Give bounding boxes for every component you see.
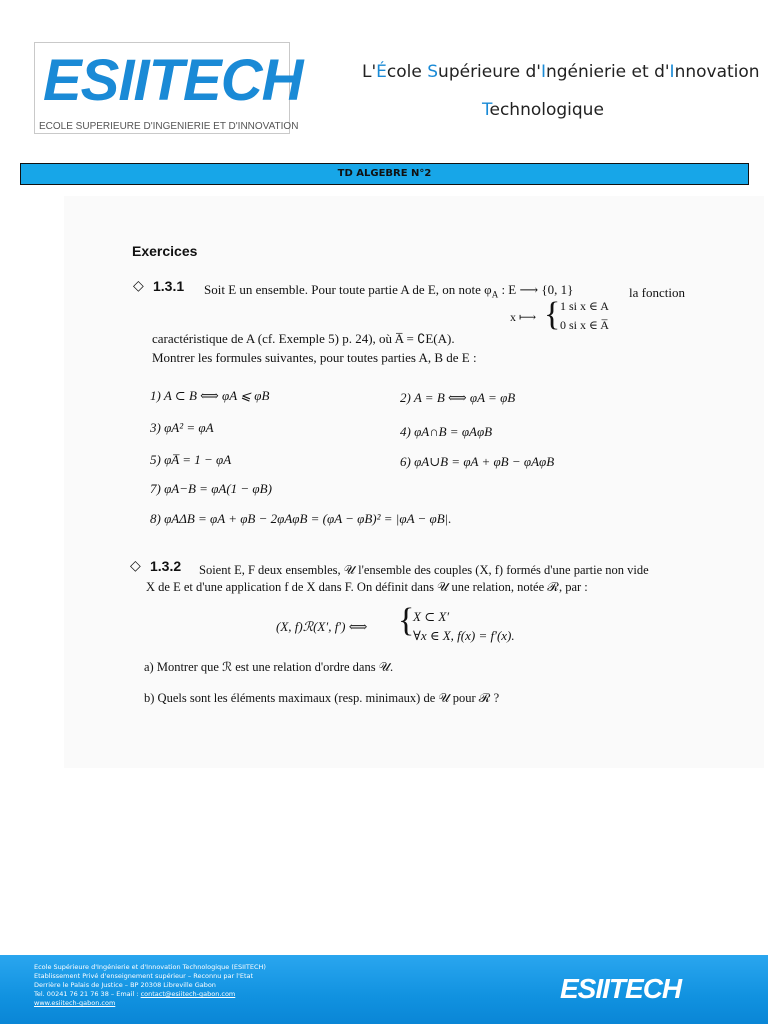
page-footer [0,955,768,1024]
website-link[interactable]: www.esiitech-gabon.com [34,999,116,1007]
case-value-1: 1 si x ∈ A [560,299,609,313]
relation-lhs: (X, f)ℛ(X′, f′) ⟺ [276,619,368,634]
formula-2: 2) A = B ⟺ φA = φB [400,390,516,405]
exercise-line2: caractéristique de A (cf. Exemple 5) p. 24), où A̅ = ∁E(A). [152,331,455,346]
exercise-number: 1.3.2 [150,558,182,574]
footer-line-4: Tel. 00241 76 21 76 38 – Email : contact@esiitech-gabon.com [34,990,236,998]
formula-3: 3) φA² = φA [150,420,214,435]
la-fonction-text: la fonction [629,285,685,300]
formula-1: 1) A ⊂ B ⟺ φA ⩽ φB [150,388,270,403]
footer-contact-block [34,963,266,1008]
footer-logo: ESIITECH [560,973,682,1004]
diamond-icon: ◇ [130,559,141,574]
exercise-number: 1.3.1 [153,278,185,294]
question-b: b) Quels sont les éléments maximaux (resp. minimaux) de 𝒰 pour ℛ ? [144,691,500,705]
email-link[interactable]: contact@esiitech-gabon.com [140,990,236,998]
formula-7: 7) φA−B = φA(1 − φB) [150,481,272,496]
relation-case-1: X ⊂ X′ [413,609,450,624]
formula-4: 4) φA∩B = φAφB [400,424,493,439]
document-title: TD ALGEBRE N°2 [20,163,749,185]
case-value-0: 0 si x ∈ A̅ [560,318,609,332]
exercise-line3: Montrer les formules suivantes, pour toutes parties A, B de E : [152,350,477,365]
footer-line-1: Ecole Supérieure d'Ingénierie et d'Innovation Technologique (ESIITECH) [34,963,266,971]
relation-case-2: ∀x ∈ X, f(x) = f′(x). [413,628,515,643]
logo-subtitle: ECOLE SUPERIEURE D'INGENIERIE ET D'INNOVATION [39,121,299,132]
question-a: a) Montrer que ℛ est une relation d'ordre dans 𝒰. [144,660,394,674]
diamond-icon: ◇ [133,279,144,294]
exercise2-line2: X de E et d'une application f de X dans F. On définit dans 𝒰 une relation, notée ℛ, par : [146,580,588,594]
footer-line-2: Etablissement Privé d'enseignement supérieur – Reconnu par l'Etat [34,972,254,980]
exercise-intro: Soit E un ensemble. Pour toute partie A de E, on note $\varphi_A$ : E ⟶ {0, 1} [204,282,574,300]
relation-brace: { [398,602,415,639]
formula-8: 8) φAΔB = φA + φB − 2φAφB = (φA − φB)² = |φA − φB|. [150,511,452,526]
footer-line-3: Derrière le Palais de Justice – BP 20308 Libreville Gabon [34,981,216,989]
school-logo [34,42,303,134]
exercise2-line1: Soient E, F deux ensembles, 𝒰 l'ensemble des couples (X, f) formés d'une partie non vide [199,563,649,577]
formula-6: 6) φA∪B = φA + φB − φAφB [400,454,555,469]
case-brace: { [544,296,561,333]
formula-5: 5) φA̅ = 1 − φA [150,452,232,467]
school-name-line1: L'École Supérieure d'Ingénierie et d'Innovation [362,62,760,82]
case-arrow: x ⟼ [510,310,537,324]
school-name-line2: Technologique [482,100,604,120]
exercises-heading: Exercices [132,243,198,259]
logo-wordmark: ESIITECH [43,48,303,113]
